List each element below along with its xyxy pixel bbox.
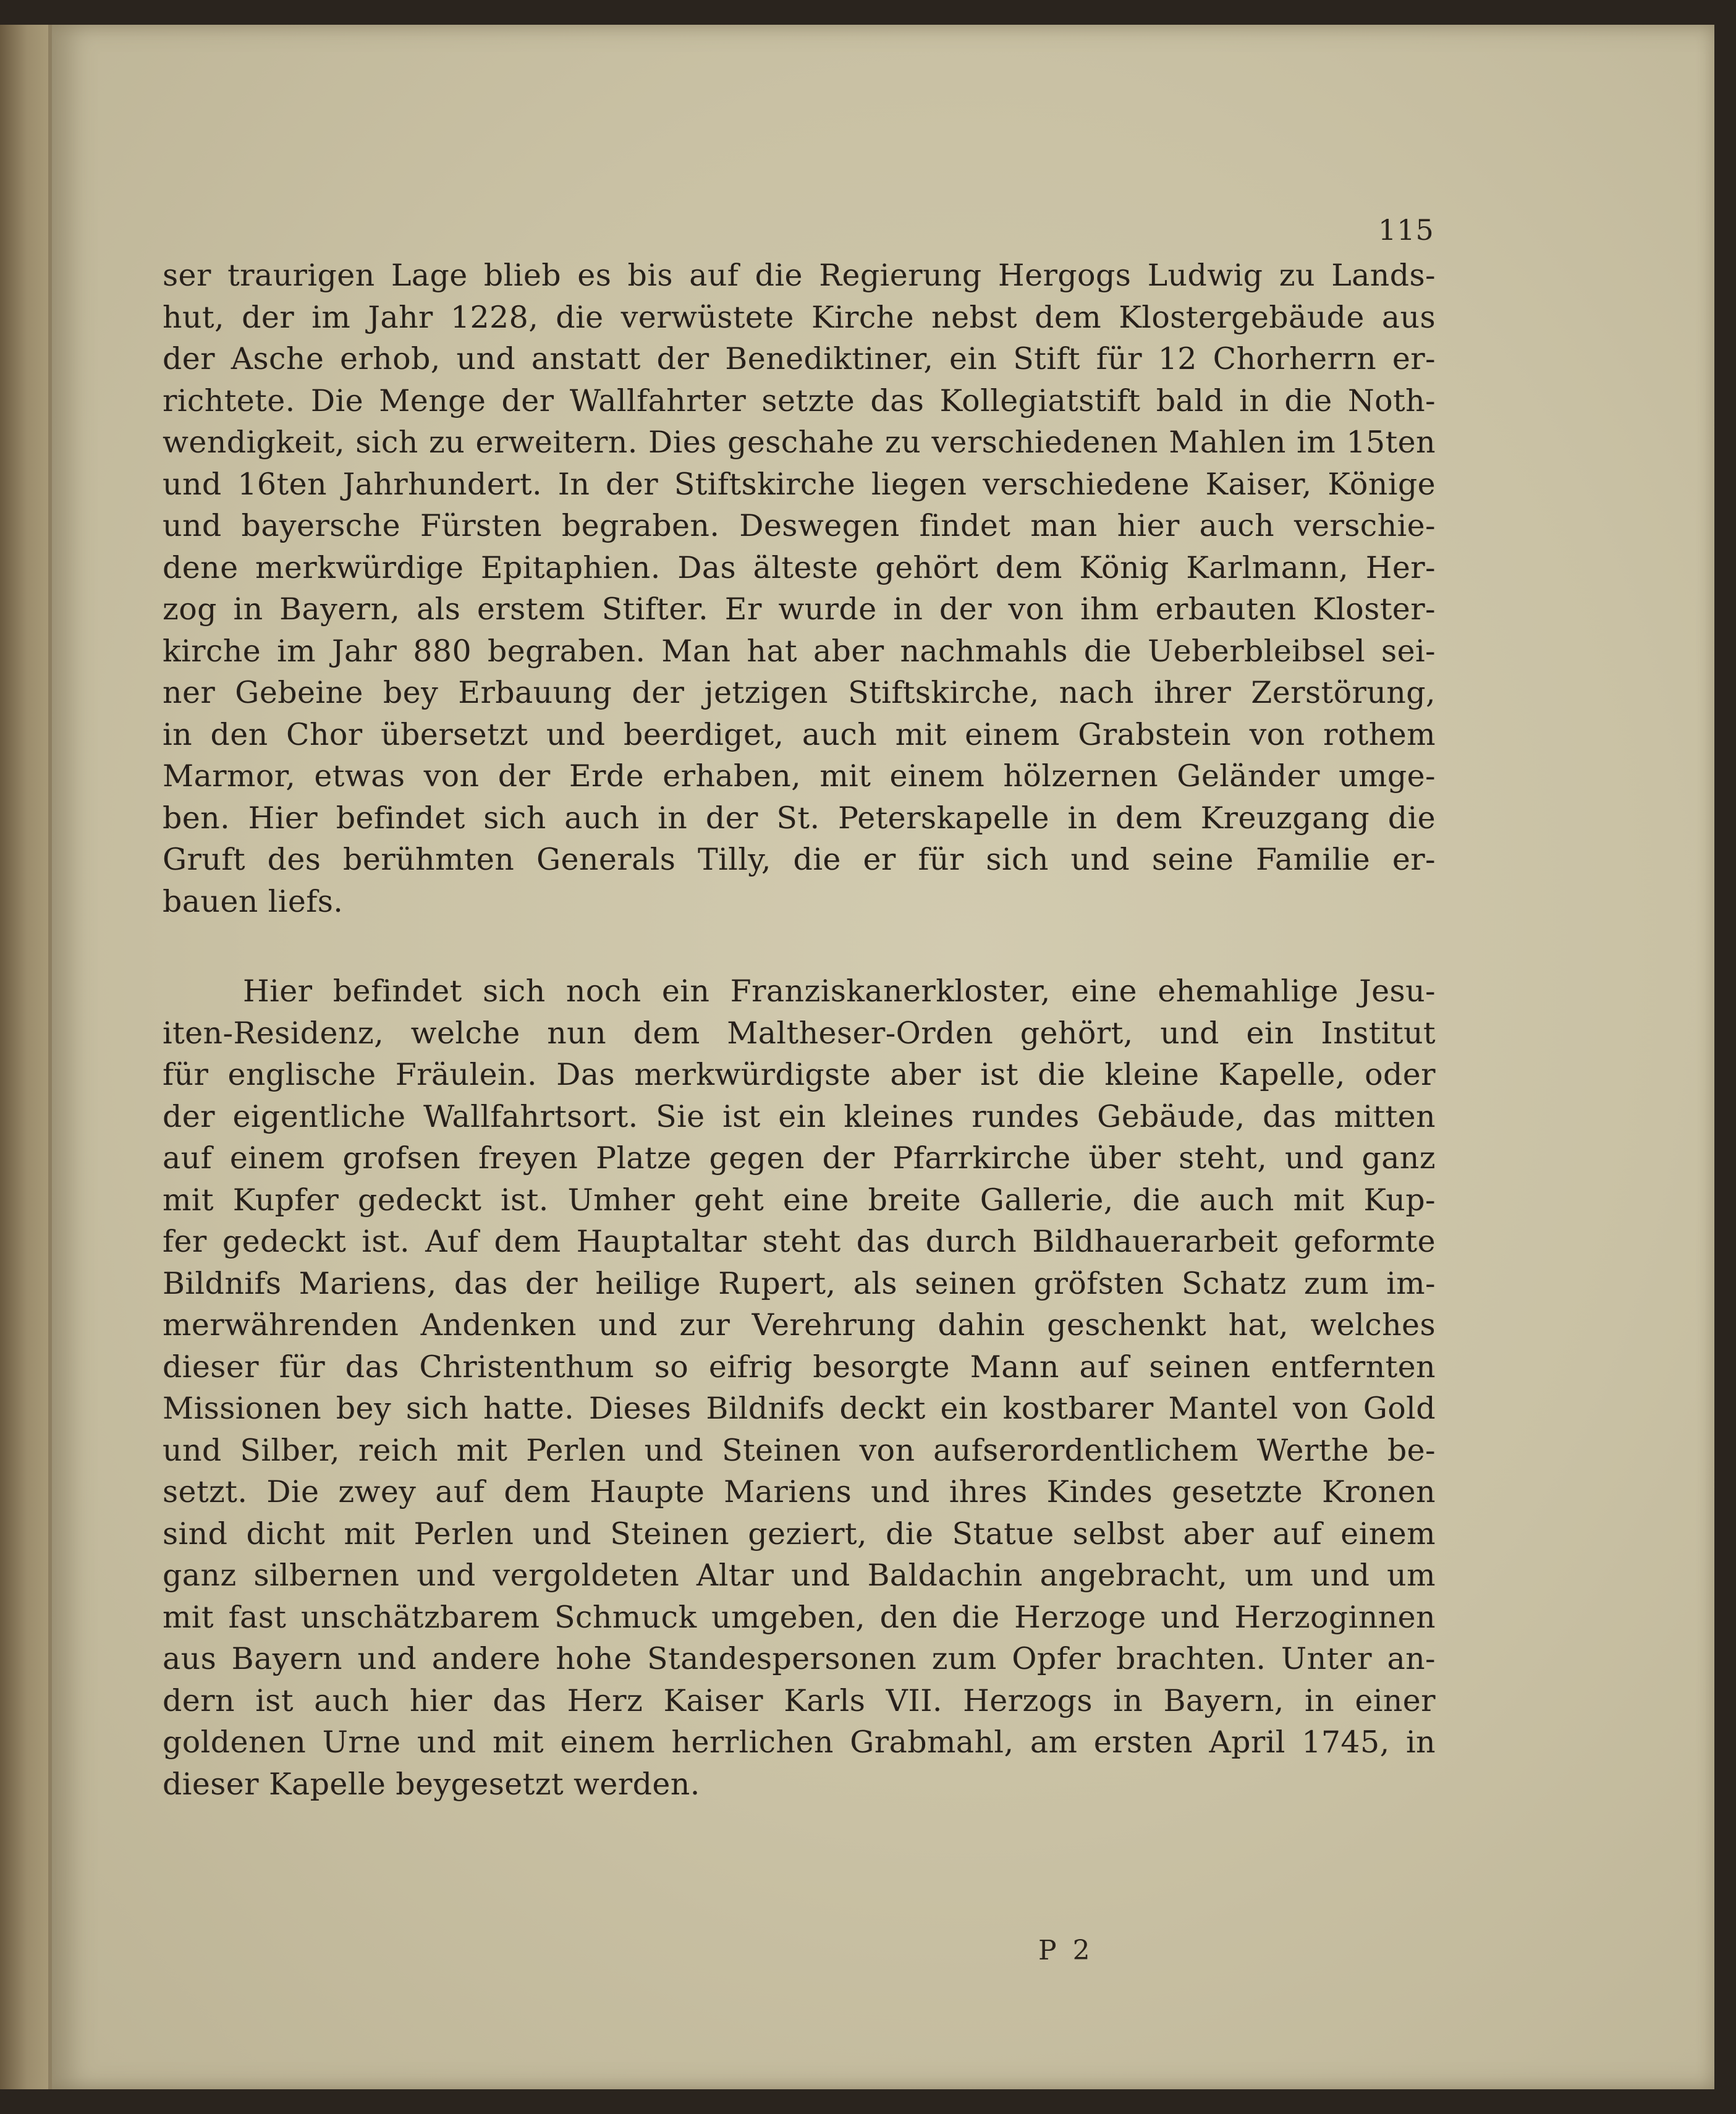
- text-line: Hier befindet sich noch ein Franziskanerkloster, eine ehemahlige Jesu-: [243, 974, 1436, 1009]
- text-line: sind dicht mit Perlen und Steinen geziert, die Statue selbst aber auf einem: [163, 1516, 1436, 1552]
- text-line: aus Bayern und andere hohe Standespersonen zum Opfer brachten. Unter an-: [163, 1641, 1436, 1676]
- text-line: goldenen Urne und mit einem herrlichen Grabmahl, am ersten April 1745, in: [163, 1725, 1436, 1760]
- text-line: wendigkeit, sich zu erweitern. Dies geschahe zu verschiedenen Mahlen im 15ten: [163, 425, 1436, 460]
- text-line: dern ist auch hier das Herz Kaiser Karls VII. Herzogs in Bayern, in einer: [163, 1683, 1436, 1718]
- signature-mark: P 2: [1038, 1935, 1094, 1966]
- text-line: merwährenden Andenken und zur Verehrung dahin geschenkt hat, welches: [163, 1307, 1436, 1343]
- text-line: setzt. Die zwey auf dem Haupte Mariens und ihres Kindes gesetzte Kronen: [163, 1474, 1436, 1509]
- text-line: kirche im Jahr 880 begraben. Man hat aber nachmahls die Ueberbleibsel sei-: [163, 633, 1436, 669]
- text-line: bauen liefs.: [163, 883, 344, 919]
- text-line: und Silber, reich mit Perlen und Steinen von aufserordentlichem Werthe be-: [163, 1432, 1436, 1468]
- text-line: dieser Kapelle beygesetzt werden.: [163, 1766, 700, 1802]
- text-line: ner Gebeine bey Erbauung der jetzigen Stiftskirche, nach ihrer Zerstörung,: [163, 675, 1436, 710]
- text-line: richtete. Die Menge der Wallfahrter setzte das Kollegiatstift bald in die Noth-: [163, 383, 1436, 418]
- text-line: mit fast unschätzbarem Schmuck umgeben, den die Herzoge und Herzoginnen: [163, 1599, 1436, 1635]
- text-line: ganz silbernen und vergoldeten Altar und Baldachin angebracht, um und um: [163, 1558, 1436, 1593]
- text-line: ser traurigen Lage blieb es bis auf die Regierung Hergogs Ludwig zu Lands-: [163, 258, 1436, 293]
- text-line: für englische Fräulein. Das merkwürdigste aber ist die kleine Kapelle, oder: [163, 1057, 1436, 1092]
- text-line: und bayersche Fürsten begraben. Deswegen findet man hier auch verschie-: [163, 508, 1436, 543]
- text-line: auf einem grofsen freyen Platze gegen der Pfarrkirche über steht, und ganz: [163, 1140, 1436, 1176]
- text-line: in den Chor übersetzt und beerdiget, auch mit einem Grabstein von rothem: [163, 716, 1436, 752]
- text-line: iten-Residenz, welche nun dem Maltheser-Orden gehört, und ein Institut: [163, 1015, 1436, 1051]
- text-line: Bildnifs Mariens, das der heilige Rupert, als seinen gröfsten Schatz zum im-: [163, 1265, 1436, 1301]
- paragraph-1: [163, 255, 1436, 922]
- text-line: hut, der im Jahr 1228, die verwüstete Kirche nebst dem Klostergebäude aus: [163, 299, 1436, 335]
- text-line: mit Kupfer gedeckt ist. Umher geht eine breite Gallerie, die auch mit Kup-: [163, 1182, 1436, 1218]
- paragraph-2: [163, 970, 1436, 1805]
- text-line: dieser für das Christenthum so eifrig besorgte Mann auf seinen entfernten: [163, 1349, 1436, 1385]
- text-line: Marmor, etwas von der Erde erhaben, mit einem hölzernen Geländer umge-: [163, 758, 1436, 794]
- text-line: ben. Hier befindet sich auch in der St. Peterskapelle in dem Kreuzgang die: [163, 800, 1436, 836]
- text-line: zog in Bayern, als erstem Stifter. Er wurde in der von ihm erbauten Kloster-: [163, 592, 1436, 627]
- text-line: dene merkwürdige Epitaphien. Das älteste gehört dem König Karlmann, Her-: [163, 550, 1436, 585]
- text-line: der eigentliche Wallfahrtsort. Sie ist ein kleines rundes Gebäude, das mitten: [163, 1098, 1436, 1134]
- text-line: Missionen bey sich hatte. Dieses Bildnifs deckt ein kostbarer Mantel von Gold: [163, 1391, 1436, 1426]
- text-line: der Asche erhob, und anstatt der Benediktiner, ein Stift für 12 Chorherrn er-: [163, 341, 1436, 376]
- text-line: fer gedeckt ist. Auf dem Hauptaltar steht das durch Bildhauerarbeit geformte: [163, 1224, 1436, 1259]
- page-number: 115: [1378, 213, 1434, 247]
- text-line: und 16ten Jahrhundert. In der Stiftskirche liegen verschiedene Kaiser, Könige: [163, 466, 1436, 502]
- text-line: Gruft des berühmten Generals Tilly, die er für sich und seine Familie er-: [163, 842, 1436, 877]
